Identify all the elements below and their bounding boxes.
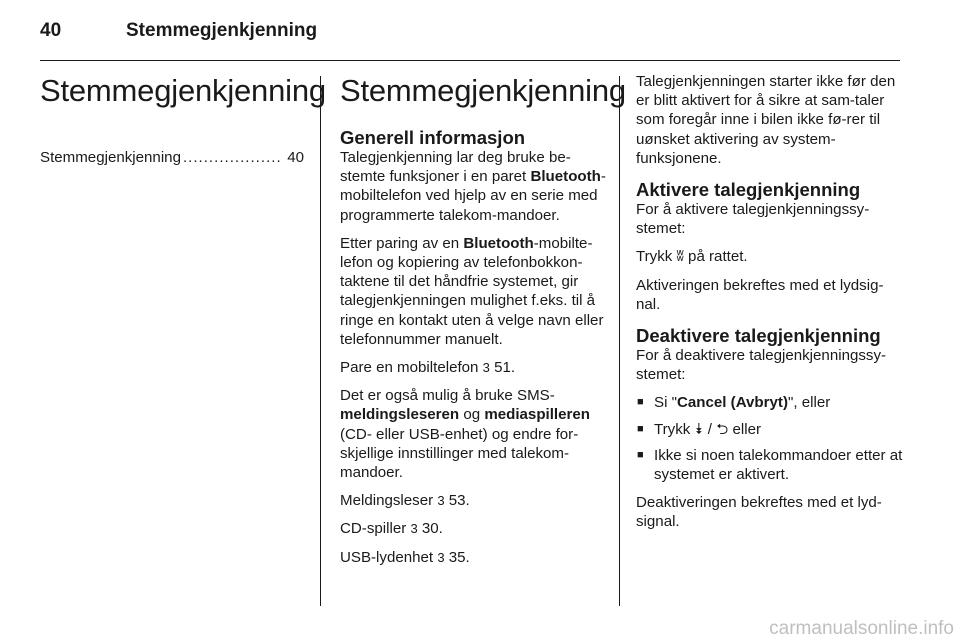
text: USB-lydenhet bbox=[340, 548, 438, 566]
toc-entry-page: 40 bbox=[287, 149, 304, 166]
column-toc bbox=[40, 72, 326, 167]
heading-general-info: Generell informasjon bbox=[340, 127, 526, 148]
paragraph-press-button bbox=[636, 247, 906, 266]
section-title: Stemmegjenkjenning bbox=[340, 73, 626, 108]
text: Meldingsleser bbox=[340, 492, 438, 510]
text: ", eller bbox=[787, 394, 831, 412]
page-reference-icon: 3 bbox=[437, 493, 445, 509]
heading-deactivate: Deaktivere talegjenkjenning bbox=[636, 325, 881, 347]
watermark: carmanualsonline.info bbox=[769, 618, 954, 639]
text: Pare en mobiltelefon bbox=[340, 359, 483, 377]
text: Ikke si noen talekommandoer etter at systemet er aktivert. bbox=[654, 446, 903, 484]
toc-entry-label: Stemmegjenkjenning bbox=[40, 149, 181, 166]
paragraph-sms-media bbox=[340, 386, 608, 482]
toc-leader: ................... bbox=[182, 149, 282, 166]
reference-message-reader[interactable] bbox=[340, 491, 608, 510]
chapter-title: Stemmegjenkjenning bbox=[40, 73, 326, 108]
page-reference-icon: 3 bbox=[437, 549, 445, 565]
text: på rattet. bbox=[683, 248, 748, 266]
text: -mobilte-lefon og kopiering av telefonbokkon-taktene til det håndfrie systemet, gir talegjenkjenningen mulighet f.eks. til å ringe en kontakt uten å velge navn eller telefonnummer manuelt. bbox=[340, 234, 604, 348]
header-rule bbox=[40, 60, 900, 61]
bold-term: meldingsleseren bbox=[340, 406, 460, 424]
list-item bbox=[636, 446, 906, 484]
page-reference-icon: 3 bbox=[482, 360, 490, 376]
paragraph-pairing bbox=[340, 234, 608, 349]
page-reference-icon: 3 bbox=[410, 521, 418, 537]
list-item bbox=[636, 420, 906, 439]
text: Etter paring av en bbox=[340, 234, 464, 252]
text: (CD- eller USB-enhet) og endre for-skjellige innstillinger med talekom-mandoer. bbox=[340, 425, 579, 482]
reference-cd-player[interactable] bbox=[340, 519, 608, 538]
bold-term: Bluetooth bbox=[530, 168, 601, 186]
deactivate-list bbox=[636, 393, 906, 484]
text: eller bbox=[728, 420, 761, 438]
paragraph-deactivate-confirm: Deaktiveringen bekreftes med et lyd-signal. bbox=[636, 494, 882, 531]
paragraph-intro bbox=[340, 148, 608, 225]
column-divider-1 bbox=[320, 76, 321, 606]
page-header bbox=[40, 20, 920, 60]
text: Si " bbox=[654, 394, 677, 412]
column-main bbox=[340, 72, 626, 576]
bold-term: Cancel (Avbryt) bbox=[676, 394, 788, 412]
paragraph-activation-note: Talegjenkjenningen starter ikke før den er blitt aktivert for å sikre at sam-taler som foregår inne i bilen ikke fø-rer til uønsket aktivering av system-funksjonene. bbox=[636, 73, 896, 167]
text: / bbox=[703, 420, 717, 438]
reference-page: 53. bbox=[444, 492, 470, 510]
text: Talegjenkjenning lar deg bruke be-stemte funksjoner i en paret bbox=[340, 149, 571, 186]
column-right bbox=[636, 72, 906, 541]
text: og bbox=[459, 406, 485, 424]
bullet-icon: ■ bbox=[637, 422, 644, 435]
paragraph-activate-confirm: Aktiveringen bekreftes med et lydsig-nal. bbox=[636, 276, 884, 313]
running-title: Stemmegjenkjenning bbox=[126, 20, 318, 41]
bullet-icon: ■ bbox=[637, 396, 644, 409]
text: CD-spiller bbox=[340, 520, 411, 538]
list-item bbox=[636, 393, 906, 412]
text: Trykk bbox=[654, 420, 695, 438]
page-number: 40 bbox=[40, 20, 62, 41]
reference-page: 30. bbox=[417, 520, 443, 538]
bold-term: mediaspilleren bbox=[484, 406, 591, 424]
reference-pair-phone[interactable] bbox=[340, 358, 608, 377]
column-divider-2 bbox=[619, 76, 620, 606]
voice-button-icon: ʬ bbox=[676, 248, 684, 266]
reference-usb-audio[interactable] bbox=[340, 548, 608, 567]
text: Det er også mulig å bruke SMS- bbox=[340, 387, 555, 405]
paragraph-activate-intro: For å aktivere talegjenkjenningssy-stemet: bbox=[636, 201, 870, 238]
mute-button-icon: ⯯ bbox=[694, 420, 704, 438]
text: Trykk bbox=[636, 248, 677, 266]
reference-page: 51. bbox=[489, 359, 516, 377]
bullet-icon: ■ bbox=[637, 448, 644, 461]
toc-entry[interactable] bbox=[40, 148, 304, 167]
bold-term: Bluetooth bbox=[463, 234, 534, 252]
text: -mobiltelefon ved hjelp av en serie med programmerte talekom-mandoer. bbox=[340, 168, 606, 224]
paragraph-deactivate-intro: For å deaktivere talegjenkjenningssy-stemet: bbox=[636, 347, 887, 384]
back-button-icon: ⮌ bbox=[716, 420, 729, 438]
heading-activate: Aktivere talegjenkjenning bbox=[636, 179, 861, 201]
reference-page: 35. bbox=[444, 548, 470, 566]
